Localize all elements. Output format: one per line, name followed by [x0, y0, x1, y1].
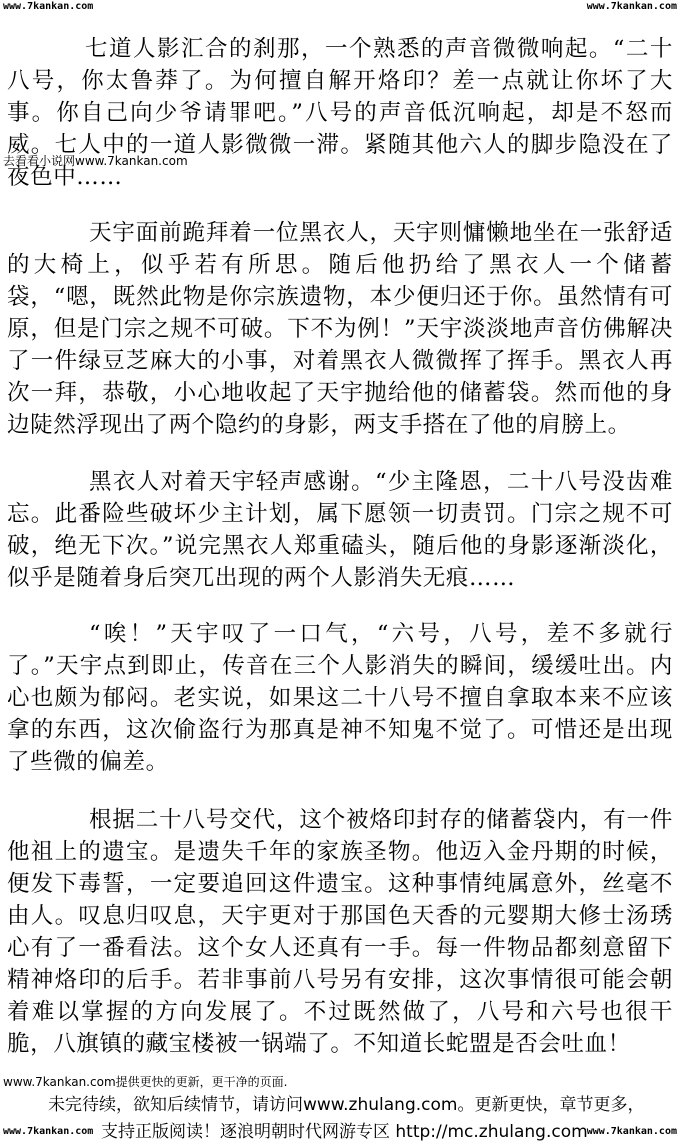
- paragraph-4: “唉！”天宇叹了一口气，“六号，八号，差不多就行了。”天宇点到即止，传音在三个人影消失的瞬间，缓缓吐出。内心也颇为郁闷。老实说，如果这二十八号不擅自拿取本来不应该拿的东西，这次偷盗行为那真是神不知鬼不觉了。可惜还是出现了些微的偏差。: [7, 621, 673, 775]
- footer-site-right: www.7kankan.com: [586, 1126, 677, 1137]
- header-site-right: www.7kankan.com: [586, 1, 677, 12]
- header-site-left: www.7kankan.com: [3, 1, 94, 12]
- paragraph-5: 根据二十八号交代，这个被烙印封存的储蓄袋内，有一件他祖上的遗宝。是遗失千年的家族圣物。他迈入金丹期的时候，便发下毒誓，一定要追回这件遗宝。这种事情纯属意外，丝毫不由人。叹息归叹息，天宇更对于那国色天香的元婴期大修士汤琇心有了一番看法。这个女人还真有一手。每一件物品都刻意留下精神烙印的后手。若非事前八号另有安排，这次事情很可能会朝着难以掌握的方向发展了。不过既然做了，八号和六号也很干脆，八旗镇的藏宝楼被一锅端了。不知道长蛇盟是否会吐血！: [7, 807, 673, 1057]
- footer-line-1: www.7kankan.com提供更快的更新，更干净的页面.: [3, 1075, 288, 1089]
- footer-site-left: www.7kankan.com: [3, 1126, 94, 1137]
- paragraph-3: 黑衣人对着天宇轻声感谢。“少主隆恩，二十八号没齿难忘。此番险些破坏少主计划，属下愿领一切责罚。门宗之规不可破，绝无下次。”说完黑衣人郑重磕头，随后他的身影逐渐淡化，似乎是随着身后突兀出现的两个人影消失无痕……: [7, 469, 673, 591]
- footer-line-2: 未完待续，欲知后续情节，请访问www.zhulang.com。更新更快，章节更多，: [48, 1095, 645, 1115]
- footer-line-3: [0, 1122, 680, 1143]
- paragraph-2: 天宇面前跪拜着一位黑衣人，天宇则慵懒地坐在一张舒适的大椅上，似乎若有所思。随后他扔给了黑衣人一个储蓄袋，“嗯，既然此物是你宗族遗物，本少便归还于你。虽然情有可原，但是门宗之规不可破。下不为例！”天宇淡淡地声音仿佛解决了一件绿豆芝麻大的小事，对着黑衣人微微挥了挥手。黑衣人再次一拜，恭敬，小心地收起了天宇抛给他的储蓄袋。然而他的身边陡然浮现出了两个隐约的身影，两支手搭在了他的肩膀上。: [7, 220, 673, 438]
- watermark-text: 去看看小说网www.7kankan.com: [3, 154, 188, 168]
- paragraph-1: 七道人影汇合的刹那，一个熟悉的声音微微响起。“二十八号，你太鲁莽了。为何擅自解开烙印？差一点就让你坏了大事。你自己向少爷请罪吧。”八号的声音低沉响起，却是不怒而威。七人中的一道人影微微一滞。紧随其他六人的脚步隐没在了夜色中……: [7, 36, 673, 190]
- footer-promo-link[interactable]: 支持正版阅读！逐浪明朝时代网游专区 http://mc.zhulang.com: [101, 1122, 588, 1142]
